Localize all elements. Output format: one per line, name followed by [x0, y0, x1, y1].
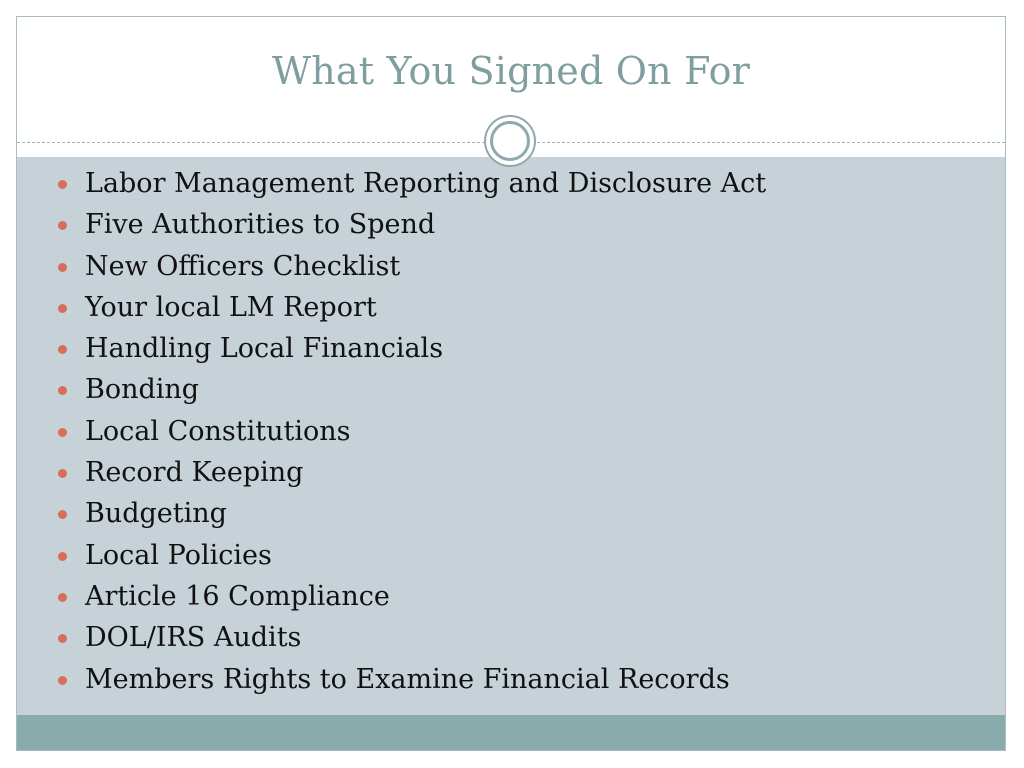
round-bullet-icon [58, 386, 67, 395]
bullet-text: Local Policies [85, 539, 272, 571]
bullet-text: DOL/IRS Audits [85, 622, 302, 654]
bullet-text: New Officers Checklist [85, 250, 401, 282]
bullet-list [57, 167, 766, 704]
round-bullet-icon [58, 263, 67, 272]
bullet-text: Record Keeping [85, 457, 304, 489]
round-bullet-icon [58, 180, 67, 189]
round-bullet-icon [58, 428, 67, 437]
round-bullet-icon [58, 634, 67, 643]
round-bullet-icon [58, 552, 67, 561]
bullet-text: Local Constitutions [85, 415, 351, 447]
list-item [57, 373, 766, 414]
bullet-text: Your local LM Report [85, 291, 377, 323]
round-bullet-icon [58, 469, 67, 478]
round-bullet-icon [58, 304, 67, 313]
round-bullet-icon [58, 221, 67, 230]
list-item [57, 208, 766, 249]
list-item [57, 291, 766, 332]
bullet-text: Bonding [85, 374, 200, 406]
bullet-text: Budgeting [85, 498, 227, 530]
list-item [57, 167, 766, 208]
ornament-inner-ring [490, 121, 530, 161]
footer-band [17, 715, 1005, 750]
list-item [57, 663, 766, 704]
list-item [57, 621, 766, 662]
list-item [57, 332, 766, 373]
round-bullet-icon [58, 676, 67, 685]
slide [16, 16, 1006, 751]
bullet-text: Handling Local Financials [85, 333, 444, 365]
round-bullet-icon [58, 510, 67, 519]
list-item [57, 580, 766, 621]
double-ring-circle-icon [484, 115, 536, 167]
bullet-text: Five Authorities to Spend [85, 209, 436, 241]
list-item [57, 539, 766, 580]
round-bullet-icon [58, 345, 67, 354]
bullet-text: Members Rights to Examine Financial Records [85, 663, 730, 695]
list-item [57, 456, 766, 497]
bullet-text: Article 16 Compliance [85, 580, 390, 612]
slide-title: What You Signed On For [271, 49, 751, 93]
list-item [57, 497, 766, 538]
list-item [57, 250, 766, 291]
list-item [57, 415, 766, 456]
bullet-text: Labor Management Reporting and Disclosure Act [85, 168, 767, 199]
round-bullet-icon [58, 593, 67, 602]
